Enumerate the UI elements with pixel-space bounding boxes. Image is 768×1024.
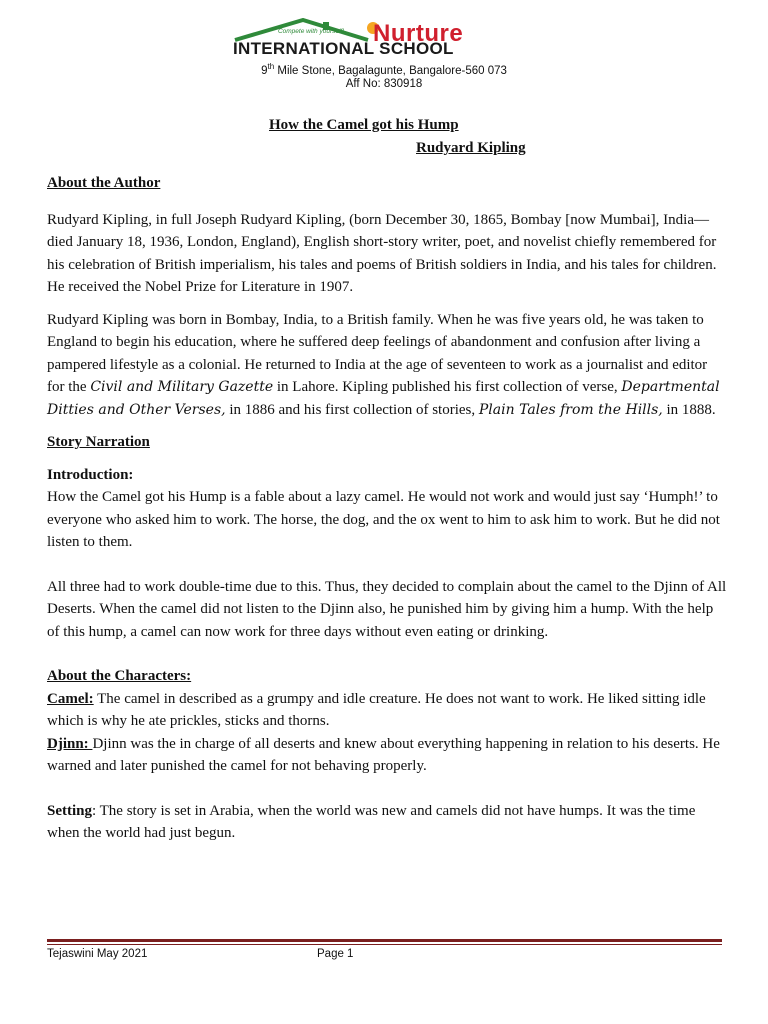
setting-paragraph: Setting: The story is set in Arabia, when the world was new and camels did not have humps. It was the time when the world had just begun. — [47, 802, 696, 841]
characters-heading: About the Characters: — [47, 668, 192, 684]
introduction-text: How the Camel got his Hump is a fable about a lazy camel. He would not work and would just say ‘Humph!’ to everyone who asked him to work. The horse, the dog, and the ox went to him to ask him to work. But he did not listen to them. — [47, 489, 720, 550]
affiliation-number: Aff No: 830918 — [345, 78, 423, 90]
logo-brand: Nurture — [373, 20, 464, 47]
page-title: How the Camel got his Hump — [269, 117, 459, 133]
about-author-heading: About the Author — [47, 175, 161, 191]
camel-description: Camel: The camel in described as a grumpy and idle creature. He does not want to work. He liked sitting idle which is why he ate prickles, sticks and thorns. — [47, 690, 706, 729]
logo-tagline: Compete with yourself! — [277, 28, 345, 35]
footer-author-date: Tejaswini May 2021 — [47, 948, 148, 960]
address-sup: th — [267, 62, 275, 71]
story-narration-heading: Story Narration — [47, 434, 150, 450]
footer-rule-thick — [47, 939, 722, 942]
introduction-label: Introduction: — [47, 466, 134, 483]
author-name: Rudyard Kipling — [416, 140, 526, 156]
school-address — [0, 62, 768, 77]
author-paragraph-1: Rudyard Kipling, in full Joseph Rudyard Kipling, (born December 30, 1865, Bombay [now Mumbai], India—died January 18, 1936, London, England), English short-story writer, poet, and novelist chiefly remembered for his celebration of British imperialism, his tales and poems of British soldiers in India, and his tales for children. He received the Nobel Prize for Literature in 1907. — [47, 211, 717, 295]
footer-page-number: Page 1 — [317, 948, 354, 960]
author-paragraph-2: Rudyard Kipling was born in Bombay, India, to a British family. When he was five years old, he was taken to England to begin his education, where he suffered deep feelings of abandonment and confusion after living a pampered lifestyle as a colonial. He returned to India at the age of seventeen to work as a journalist and editor for the Civil and Military Gazette in Lahore. Kipling published his first collection of verse, Departmental Ditties and Other Verses, in 1886 and his first collection of stories, Plain Tales from the Hills, in 1888. — [47, 311, 720, 418]
address-rest: Mile Stone, Bagalagunte, Bangalore-560 073 — [274, 64, 507, 77]
logo-school-name: INTERNATIONAL SCHOOL — [233, 39, 454, 58]
djinn-description: Djinn: Djinn was the in charge of all deserts and knew about everything happening in relation to his deserts. He warned and later punished the camel for not behaving properly. — [47, 735, 720, 774]
document-body — [47, 172, 727, 845]
footer-rule-thin — [47, 944, 722, 945]
school-logo — [233, 18, 533, 58]
narration-paragraph-2: All three had to work double-time due to this. Thus, they decided to complain about the camel to the Djinn of All Deserts. When the camel did not listen to the Djinn also, he punished him by giving him a hump. With the help of this hump, a camel can now work for three days without even eating or drinking. — [47, 578, 727, 640]
address-number: 9 — [261, 64, 268, 77]
